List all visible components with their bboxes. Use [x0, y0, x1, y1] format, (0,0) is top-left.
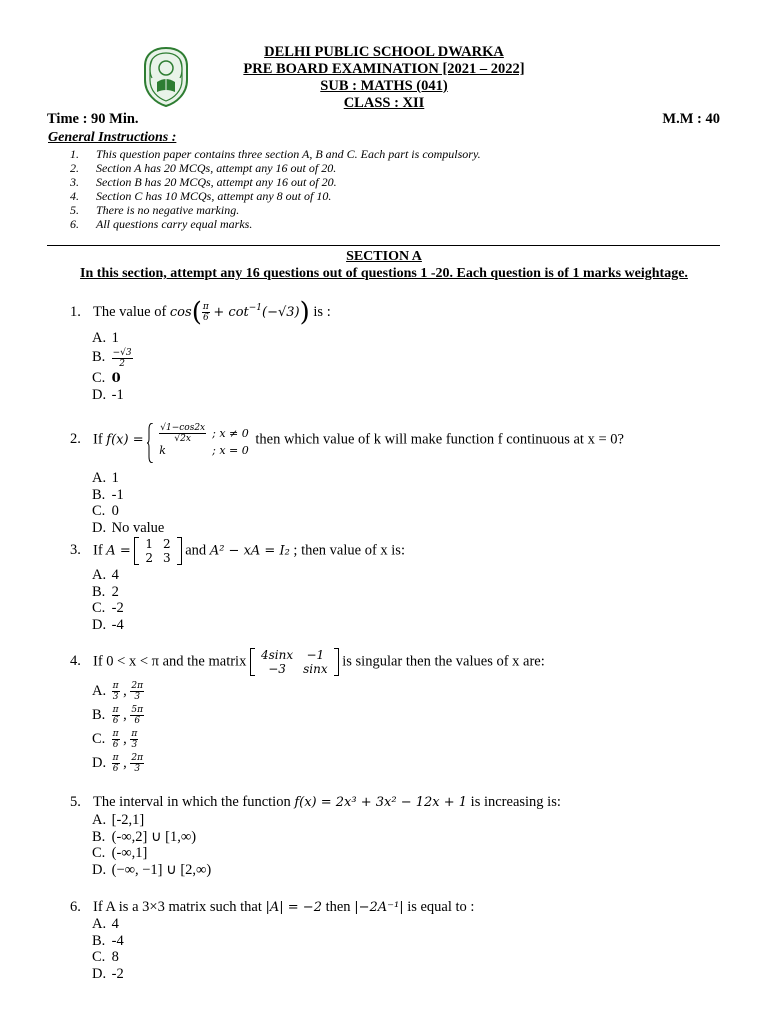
- instruction-item: 5. There is no negative marking.: [70, 203, 240, 217]
- instructions-title: General Instructions :: [48, 130, 177, 145]
- matrix: 1 2 2 3: [134, 537, 181, 565]
- option: C. 0: [92, 369, 121, 386]
- option: D. -1: [92, 387, 124, 403]
- subject-title: SUB : MATHS (041): [320, 78, 448, 94]
- option: D. (−∞, −1] ∪ [2,∞): [92, 861, 212, 878]
- instruction-item: 1. This question paper contains three section A, B and C. Each part is compulsory.: [70, 147, 481, 161]
- option: C. 8: [92, 949, 119, 965]
- option: B. -1: [92, 486, 124, 503]
- instruction-item: 2. Section A has 20 MCQs, attempt any 16 out of 20.: [70, 161, 337, 175]
- option: D. $\frac{\pi}{6}$ , $\frac{2\pi}{3}$: [92, 753, 144, 775]
- class-title: CLASS : XII: [343, 95, 425, 111]
- option: C. 0: [92, 503, 119, 519]
- section-note: In this section, attempt any 16 questions out of questions 1 -20. Each question is of 1 marks weightage.: [80, 266, 688, 281]
- instruction-item: 3. Section B has 20 MCQs, attempt any 16 out of 20.: [70, 175, 337, 189]
- option: D. No value: [92, 519, 165, 536]
- option: B. 2: [92, 583, 119, 600]
- question-2: 2. If f(x) = $\frac{√1-\cos 2x}{√2x}$ ; x ≠ 0 k ; x = 0 then which value of k will make function f continuous at x = 0?: [70, 423, 624, 457]
- question-5: 5. The interval in which the function f(x) = 2x³ + 3x² − 12x + 1 is increasing is:: [70, 794, 561, 810]
- instruction-item: 4. Section C has 10 MCQs, attempt any 8 out of 10.: [70, 189, 332, 203]
- option: A. 4: [92, 916, 119, 932]
- option: D. -4: [92, 616, 124, 633]
- matrix: 4sinx −1 −3 sinx: [250, 648, 339, 676]
- question-4-options: [92, 679, 144, 775]
- question-2-options: [92, 470, 164, 536]
- question-6-options: [92, 916, 124, 982]
- option: B. -4: [92, 932, 124, 949]
- question-1: 1. The value of cos( $\frac{\pi}{6}$ + $\cot^{-1}(-√3)$) is :: [70, 297, 331, 328]
- time-label: Time : 90 Min.: [47, 111, 139, 127]
- question-4: 4. If 0 < x < π and the matrix 4sinx −1 −3 sinx is singular then the values of x are:: [70, 648, 545, 676]
- piecewise-function: $\frac{√1-\cos 2x}{√2x}$ ; x ≠ 0 k ; x = 0: [147, 423, 252, 457]
- school-name: DELHI PUBLIC SCHOOL DWARKA: [264, 44, 504, 60]
- max-marks-label: M.M : 40: [662, 111, 720, 127]
- option: A. 4: [92, 567, 119, 583]
- question-1-options: [92, 330, 133, 404]
- option: A. [-2,1]: [92, 812, 145, 828]
- option: C. -2: [92, 600, 124, 616]
- instructions-list: [70, 147, 481, 231]
- instruction-item: 6. All questions carry equal marks.: [70, 217, 253, 231]
- option: B. $\frac{\pi}{6}$ , $\frac{5\pi}{6}$: [92, 705, 144, 727]
- option: C. (-∞,1]: [92, 845, 148, 861]
- exam-title: PRE BOARD EXAMINATION [2021 – 2022]: [243, 61, 525, 77]
- section-title: SECTION A: [346, 249, 422, 264]
- divider: [47, 245, 720, 246]
- option: B. $\frac{-√3}{2}$: [92, 347, 132, 369]
- option: A. 1: [92, 470, 119, 486]
- question-5-options: [92, 812, 211, 878]
- question-3: 3. If A = 1 2 2 3 and A² − xA = I₂ ; then value of x is:: [70, 537, 405, 565]
- question-6: 6. If A is a 3×3 matrix such that |A| = −2 then |−2A⁻¹| is equal to :: [70, 899, 475, 915]
- option: A. $\frac{\pi}{3}$ , $\frac{2\pi}{3}$: [92, 681, 144, 703]
- option: C. $\frac{\pi}{6}$ , $\frac{\pi}{3}$: [92, 729, 138, 751]
- option: B. (-∞,2] ∪ [1,∞): [92, 828, 197, 845]
- question-3-options: [92, 567, 124, 633]
- option: A. 1: [92, 330, 119, 346]
- option: D. -2: [92, 965, 124, 982]
